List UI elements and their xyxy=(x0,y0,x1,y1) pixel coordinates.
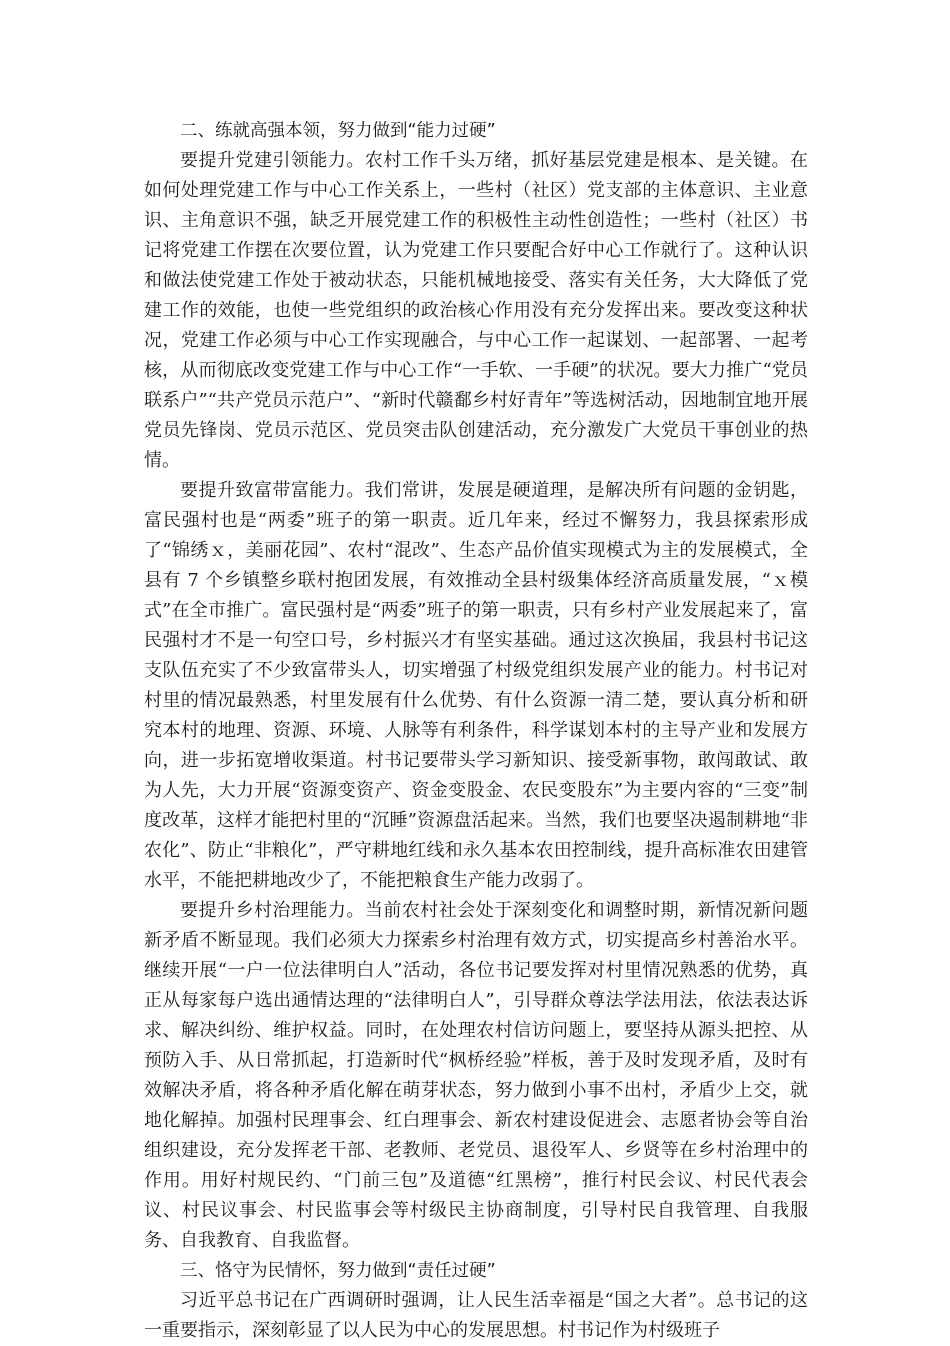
paragraph-people: 习近平总书记在广西调研时强调，让人民生活幸福是“国之大者”。总书记的这一重要指示，深刻彰显了以人民为中心的发展思想。村书记作为村级班子 xyxy=(144,1290,808,1341)
paragraph-wealth: 要提升致富带富能力。我们常讲，发展是硬道理，是解决所有问题的金钥匙，富民强村也是“两委”班子的第一职责。近几年来，经过不懈努力，我县探索形成了“锦绣ｘ，美丽花园”、农村“混改”、生态产品价值实现模式为主的发展模式，全县有 7 个乡镇整乡联村抱团发展，有效推动全县村级集体经济高质量发展，“ｘ模式”在全市推广。富民强村是“两委”班子的第一职责，只有乡村产业发展起来了，富民强村才不是一句空口号，乡村振兴才有坚实基础。通过这次换届，我县村书记这支队伍充实了不少致富带头人，切实增强了村级党组织发展产业的能力。村书记对村里的情况最熟悉，村里发展有什么优势、有什么资源一清二楚，要认真分析和研究本村的地理、资源、环境、人脉等有利条件，科学谋划本村的主导产业和发展方向，进一步拓宽增收渠道。村书记要带头学习新知识、接受新事物，敢闯敢试、敢为人先，大力开展“资源变资产、资金变股金、农民变股东”为主要内容的“三变”制度改革，这样才能把村里的“沉睡”资源盘活起来。当然，我们也要坚决遏制耕地“非农化”、防止“非粮化”，严守耕地红线和永久基本农田控制线，提升高标准农田建管水平，不能把耕地改少了，不能把粮食生产能力改弱了。 xyxy=(144,480,808,891)
paragraph-party-building: 要提升党建引领能力。农村工作千头万绪，抓好基层党建是根本、是关键。在如何处理党建工作与中心工作关系上，一些村（社区）党支部的主体意识、主业意识、主角意识不强，缺乏开展党建工作的积极性主动性创造性；一些村（社区）书记将党建工作摆在次要位置，认为党建工作只要配合好中心工作就行了。这种认识和做法使党建工作处于被动状态，只能机械地接受、落实有关任务，大大降低了党建工作的效能，也使一些党组织的政治核心作用没有充分发挥出来。要改变这种状况，党建工作必须与中心工作实现融合，与中心工作一起谋划、一起部署、一起考核，从而彻底改变党建工作与中心工作“一手软、一手硬”的状况。要大力推广“党员联系户”“共产党员示范户”、“新时代赣鄱乡村好青年”等选树活动，因地制宜地开展党员先锋岗、党员示范区、党员突击队创建活动，充分激发广大党员干事创业的热情。 xyxy=(144,150,808,471)
section-heading-2: 二、练就高强本领，努力做到“能力过硬” xyxy=(180,121,496,141)
paragraph-governance: 要提升乡村治理能力。当前农村社会处于深刻变化和调整时期，新情况新问题新矛盾不断显现。我们必须大力探索乡村治理有效方式，切实提高乡村善治水平。继续开展“一户一位法律明白人”活动，各位书记要发挥对村里情况熟悉的优势，真正从每家每户选出通情达理的“法律明白人”，引导群众尊法学法用法，依法表达诉求、解决纠纷、维护权益。同时，在处理农村信访问题上，要坚持从源头把控、从预防入手、从日常抓起，打造新时代“枫桥经验”样板，善于及时发现矛盾，及时有效解决矛盾，将各种矛盾化解在萌芽状态，努力做到小事不出村，矛盾少上交，就地化解掉。加强村民理事会、红白理事会、新农村建设促进会、志愿者协会等自治组织建设，充分发挥老干部、老教师、老党员、退役军人、乡贤等在乡村治理中的作用。用好村规民约、“门前三包”及道德“红黑榜”，推行村民会议、村民代表会议、村民议事会、村民监事会等村级民主协商制度，引导村民自我管理、自我服务、自我教育、自我监督。 xyxy=(144,900,808,1251)
section-heading-3: 三、恪守为民情怀，努力做到“责任过硬” xyxy=(180,1261,496,1281)
document-body xyxy=(144,116,808,1346)
